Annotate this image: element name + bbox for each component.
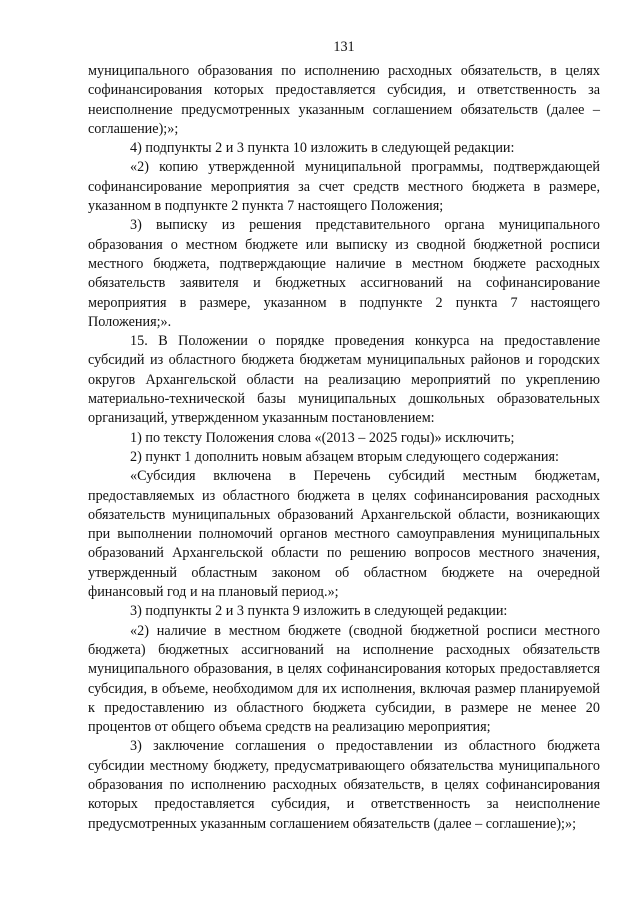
paragraph: 3) заключение соглашения о предоставлении из областного бюджета субсидии местному бюджету, предусматривающего обязательства муниципального образования по исполнению расходных обязательств, в целях софинансирования которых предоставляется субсидия, и ответственность за неисполнение предусмотренных указанным соглашением обязательств (далее – соглашение);»; (88, 738, 600, 832)
paragraph: 15. В Положении о порядке проведения конкурса на предоставление субсидий из областного бюджета бюджетам муниципальных районов и городских округов Архангельской области на реализацию мероприятий по укреплению материально-технической базы муниципальных дошкольных образовательных организаций, утвержденном указанным постановлением: (88, 333, 600, 427)
page-number: 131 (333, 39, 355, 55)
paragraph: 3) подпункты 2 и 3 пункта 9 изложить в следующей редакции: (130, 603, 508, 620)
paragraph: муниципального образования по исполнению расходных обязательств, в целях софинансирования которых предоставляется субсидия, и ответственность за неисполнение предусмотренных указанным соглашением обязательств (далее – соглашение);»; (88, 63, 600, 137)
document-page (88, 36, 600, 834)
paragraph: «2) копию утвержденной муниципальной программы, подтверждающей софинансирование мероприятия за счет средств местного бюджета в размере, указанном в подпункте 2 пункта 7 настоящего Положения; (88, 159, 600, 215)
paragraph: 3) выписку из решения представительного органа муниципального образования о местном бюджете или выписку из сводной бюджетной росписи местного бюджета, подтверждающие наличие в местном бюджете расходных обязательств заявителя и бюджетных ассигнований на софинансирование мероприятия в размере, указанном в подпункте 2 пункта 7 настоящего Положения;». (88, 217, 600, 330)
paragraph: 2) пункт 1 дополнить новым абзацем вторым следующего содержания: (130, 448, 559, 465)
paragraph: 4) подпункты 2 и 3 пункта 10 изложить в следующей редакции: (130, 140, 515, 157)
document-body (88, 62, 600, 834)
paragraph: «Субсидия включена в Перечень субсидий местным бюджетам, предоставляемых из областного бюджета в целях софинансирования расходных обязательств муниципальных образований Архангельской области, возникающих при выполнении полномочий органов местного самоуправления муниципальных образований Архангельской области по решению вопросов местного значения, утвержденный областным законом об областном бюджете на очередной финансовый год и на плановый период.»; (88, 468, 600, 601)
paragraph: «2) наличие в местном бюджете (сводной бюджетной росписи местного бюджета) бюджетных ассигнований на исполнение расходных обязательств муниципального образования, в целях софинансирования которых предоставляется субсидия, в объеме, необходимом для их исполнения, включая размер планируемой к предоставлению из областного бюджета субсидии, в размере не менее 20 процентов от общего объема средств на реализацию мероприятия; (88, 622, 600, 736)
paragraph: 1) по тексту Положения слова «(2013 – 2025 годы)» исключить; (130, 429, 515, 446)
